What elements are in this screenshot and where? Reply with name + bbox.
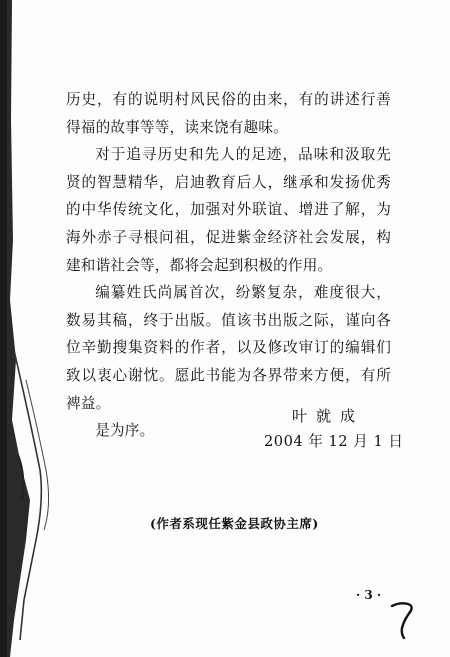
signature-date: 2004 年 12 月 1 日 xyxy=(264,433,404,450)
body-text xyxy=(66,86,391,445)
paragraph-acknowledgement: 编纂姓氏尚属首次，纷繁复杂，难度很大，数易其稿，终于出版。值该书出版之际，谨向各位辛勤搜集资料的作者，以及修改审订的编辑们致以衷心谢忱。愿此书能为各界带来方便，有所裨益。 xyxy=(66,284,391,412)
author-note: (作者系现任紫金县政协主席) xyxy=(150,516,319,531)
page-number: · 3 · xyxy=(356,588,382,602)
paragraph-significance: 对于追寻历史和先人的足迹，品味和汲取先贤的智慧精华，启迪教育后人，继承和发扬优秀的中华传统文化，加强对外联谊、增进了解，为海外赤子寻根问祖，促进紫金经济社会发展，构建和谐社会等，都将会起到积极的作用。 xyxy=(66,146,391,274)
scan-shadow-left-edge xyxy=(0,0,60,657)
handwritten-pen-mark xyxy=(386,596,420,640)
paragraph-closing: 是为序。 xyxy=(95,422,155,440)
paragraph-continued: 历史，有的说明村风民俗的由来，有的讲述行善得福的故事等等，读来饶有趣味。 xyxy=(66,91,391,136)
author-signature: 叶就成 xyxy=(292,407,365,425)
